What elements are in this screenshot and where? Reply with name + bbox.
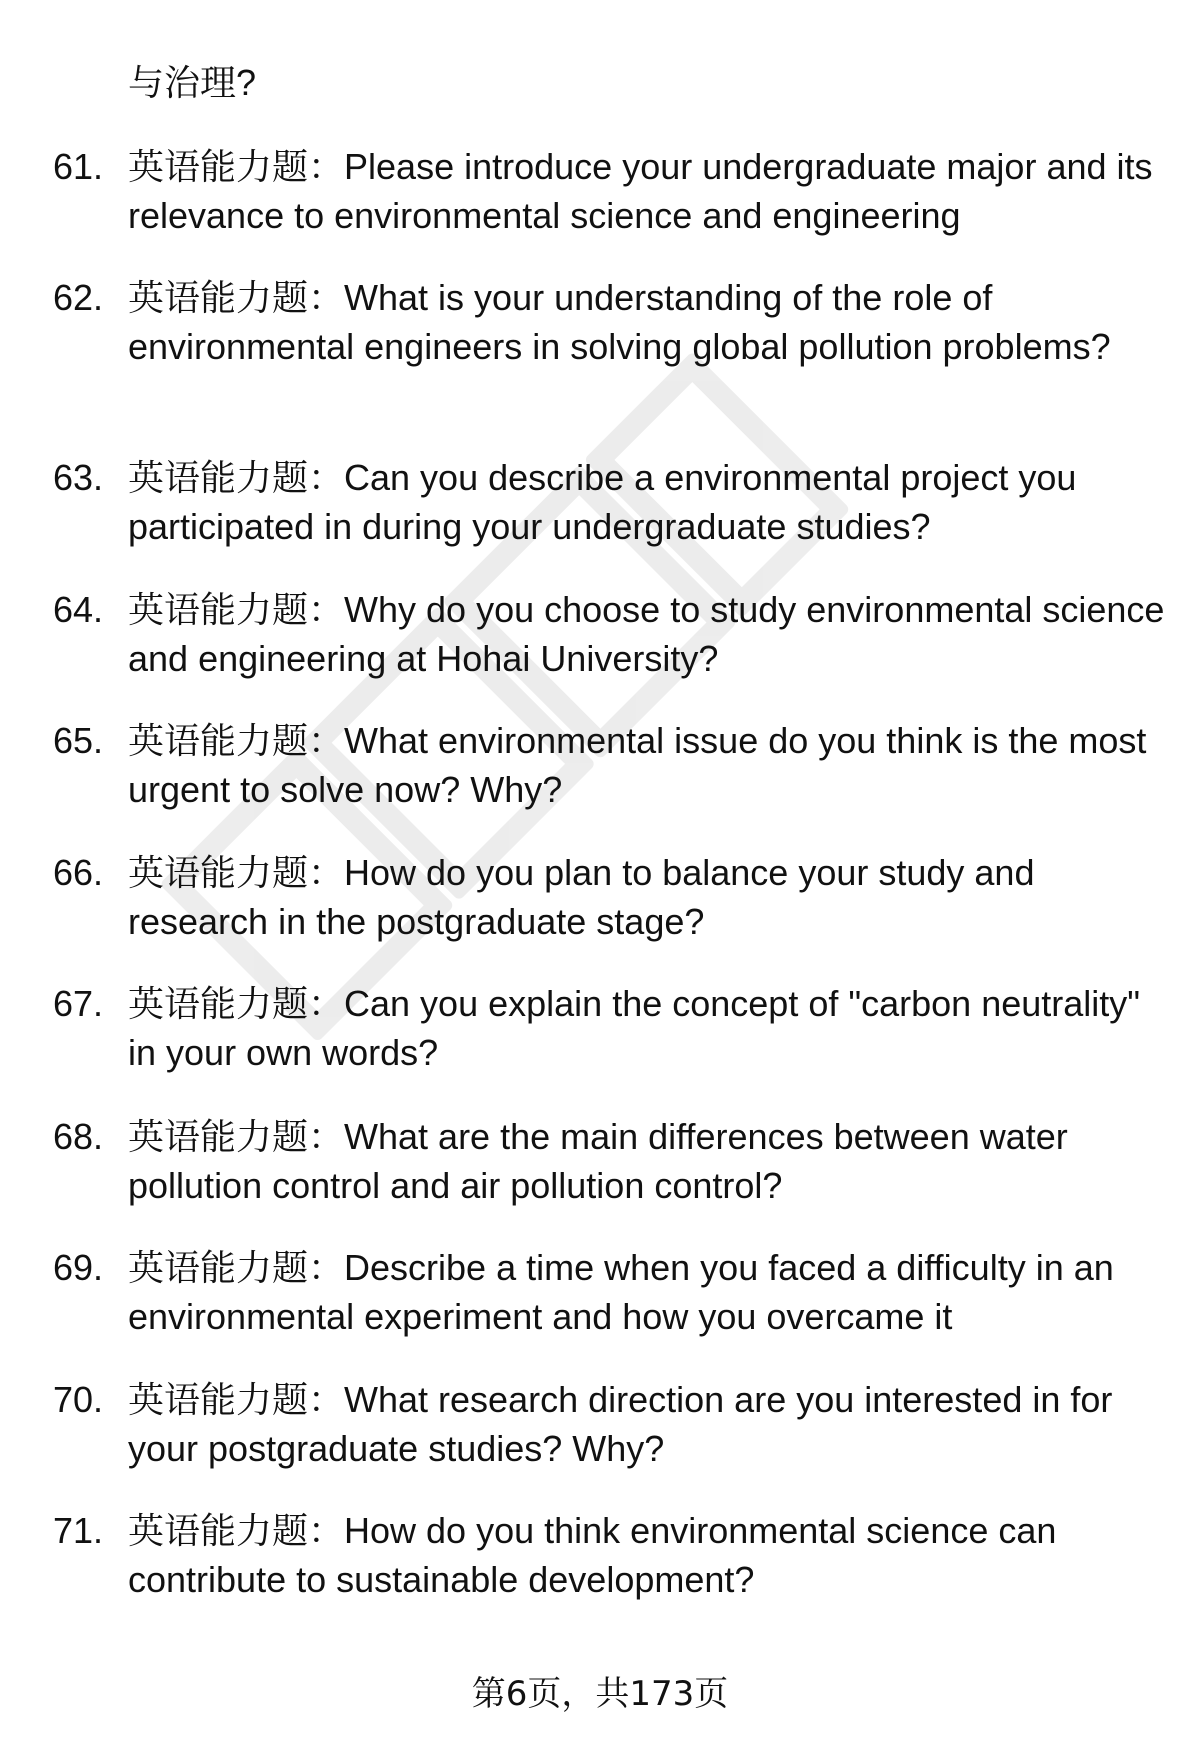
question-category: 英语能力题： [128, 457, 345, 498]
page-footer [0, 1674, 1200, 1714]
question-body [128, 849, 1168, 946]
question-number: 71. [53, 1510, 104, 1551]
question-text: What is your understanding of the role of environmental engineers in solving global pollution problems? [128, 277, 1111, 367]
question-number: 62. [53, 277, 104, 318]
question-text: Can you explain the concept of "carbon neutrality" in your own words? [128, 983, 1141, 1073]
question-number: 69. [53, 1247, 104, 1288]
question-number: 63. [53, 457, 104, 498]
question-number: 64. [53, 589, 104, 630]
page-number-label: 第6页，共173页 [471, 1674, 729, 1714]
question-text: What are the main differences between water pollution control and air pollution control? [128, 1116, 1068, 1206]
question-body [128, 274, 1168, 371]
question-category: 英语能力题： [128, 1116, 345, 1157]
question-category: 英语能力题： [128, 589, 345, 630]
question-number: 66. [53, 852, 104, 893]
question-body [128, 1507, 1168, 1604]
question-number: 61. [53, 146, 104, 187]
question-body [128, 454, 1168, 551]
question-body [128, 717, 1168, 814]
question-text: How do you plan to balance your study and research in the postgraduate stage? [128, 852, 1035, 942]
question-category: 英语能力题： [128, 852, 345, 893]
question-category: 英语能力题： [128, 146, 345, 187]
question-category: 英语能力题： [128, 983, 345, 1024]
continued-text: 与治理? [128, 62, 257, 103]
question-number: 68. [53, 1116, 104, 1157]
question-category: 英语能力题： [128, 277, 345, 318]
question-text: How do you think environmental science can contribute to sustainable development? [128, 1510, 1057, 1600]
question-number: 67. [53, 983, 104, 1024]
question-category: 英语能力题： [128, 720, 345, 761]
question-number: 65. [53, 720, 104, 761]
question-text: Can you describe a environmental project you participated in during your undergraduate studies? [128, 457, 1077, 547]
question-text: Describe a time when you faced a difficulty in an environmental experiment and how you overcame it [128, 1247, 1114, 1337]
question-category: 英语能力题： [128, 1247, 345, 1288]
question-text: Please introduce your undergraduate major and its relevance to environmental science and engineering [128, 146, 1153, 236]
question-body [128, 143, 1168, 240]
question-number: 70. [53, 1379, 104, 1420]
question-body [128, 1376, 1168, 1473]
question-text: Why do you choose to study environmental science and engineering at Hohai University? [128, 589, 1165, 679]
question-text: What research direction are you interested in for your postgraduate studies? Why? [128, 1379, 1113, 1469]
question-body [128, 980, 1168, 1077]
question-category: 英语能力题： [128, 1510, 345, 1551]
question-body [128, 586, 1168, 683]
question-body [128, 1113, 1168, 1210]
question-body [128, 1244, 1168, 1341]
question-text: What environmental issue do you think is the most urgent to solve now? Why? [128, 720, 1147, 810]
question-category: 英语能力题： [128, 1379, 345, 1420]
